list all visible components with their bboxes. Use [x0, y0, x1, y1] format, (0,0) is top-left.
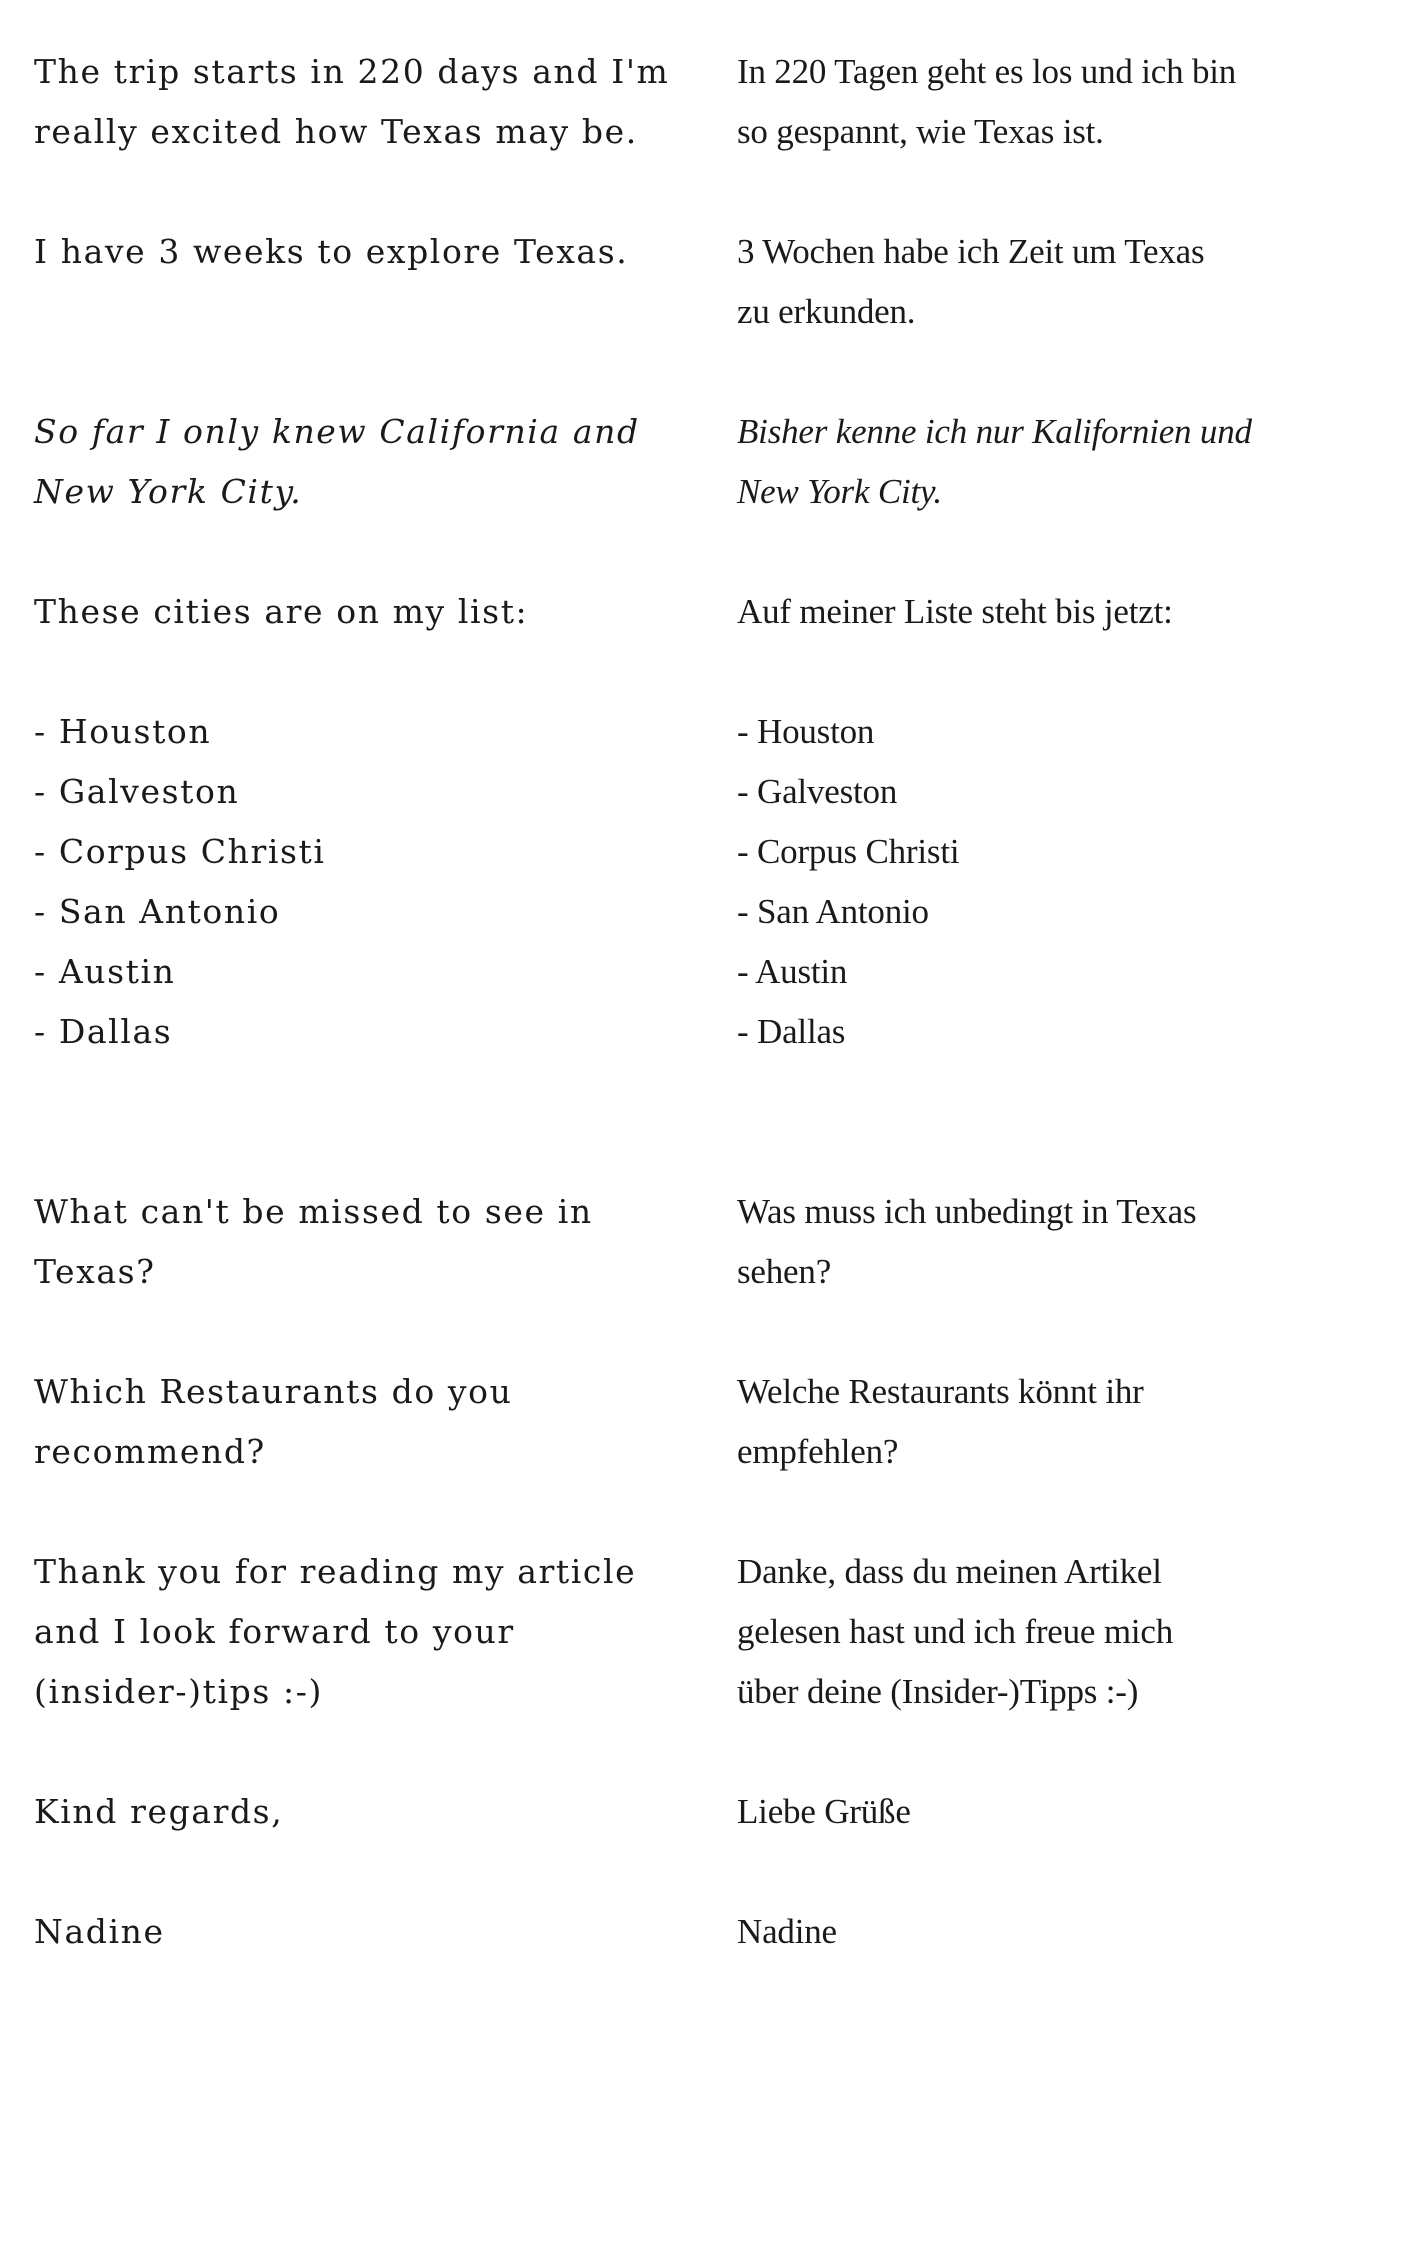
trip-text-line-1: The trip starts in 220 days and I'm	[34, 52, 670, 91]
regards-text: Kind regards,	[34, 1792, 284, 1831]
knew-text-line-2: New York City.	[34, 472, 303, 511]
city-list-item: - Austin	[34, 952, 176, 991]
regards-text: Liebe Grüße	[737, 1792, 911, 1831]
list-intro: These cities are on my list:	[34, 592, 529, 631]
weeks-text-line-1: 3 Wochen habe ich Zeit um Texas	[737, 232, 1205, 271]
missed-question-line-1: Was muss ich unbedingt in Texas	[737, 1192, 1197, 1231]
city-list-item: - Houston	[737, 712, 875, 751]
knew-text-line-2: New York City.	[737, 472, 942, 511]
trip-text-line-1: In 220 Tagen geht es los und ich bin	[737, 52, 1237, 91]
thanks-text-line-1: Danke, dass du meinen Artikel	[737, 1552, 1162, 1591]
knew-text-line-1: Bisher kenne ich nur Kalifornien und	[737, 412, 1252, 451]
list-intro: Auf meiner Liste steht bis jetzt:	[737, 592, 1173, 631]
restaurants-question-line-2: recommend?	[34, 1432, 266, 1471]
weeks-text: I have 3 weeks to explore Texas.	[34, 232, 629, 271]
restaurants-question-line-1: Welche Restaurants könnt ihr	[737, 1372, 1144, 1411]
missed-question-line-2: Texas?	[34, 1252, 156, 1291]
city-list-item: - Corpus Christi	[737, 832, 960, 871]
restaurants-question-line-1: Which Restaurants do you	[34, 1372, 513, 1411]
city-list-item: - Galveston	[737, 772, 898, 811]
thanks-text-line-2: and I look forward to your	[34, 1612, 515, 1651]
city-list-item: - Houston	[34, 712, 212, 751]
thanks-text-line-3: (insider-)tips :-)	[34, 1672, 323, 1711]
missed-question-line-1: What can't be missed to see in	[34, 1192, 593, 1231]
thanks-text-line-1: Thank you for reading my article	[34, 1552, 637, 1591]
city-list-item: - Dallas	[737, 1012, 846, 1051]
restaurants-question-line-2: empfehlen?	[737, 1432, 899, 1471]
trip-text-line-2: so gespannt, wie Texas ist.	[737, 112, 1104, 151]
city-list-item: - Corpus Christi	[34, 832, 326, 871]
weeks-text-line-2: zu erkunden.	[737, 292, 916, 331]
thanks-text-line-3: über deine (Insider-)Tipps :-)	[737, 1672, 1139, 1711]
thanks-text-line-2: gelesen hast und ich freue mich	[737, 1612, 1173, 1651]
city-list-item: - Dallas	[34, 1012, 173, 1051]
city-list-item: - Galveston	[34, 772, 240, 811]
city-list-item: - San Antonio	[737, 892, 929, 931]
signature: Nadine	[737, 1912, 837, 1951]
city-list-item: - San Antonio	[34, 892, 281, 931]
knew-text-line-1: So far I only knew California and	[34, 412, 640, 451]
city-list-item: - Austin	[737, 952, 848, 991]
missed-question-line-2: sehen?	[737, 1252, 832, 1291]
signature: Nadine	[34, 1912, 165, 1951]
trip-text-line-2: really excited how Texas may be.	[34, 112, 638, 151]
